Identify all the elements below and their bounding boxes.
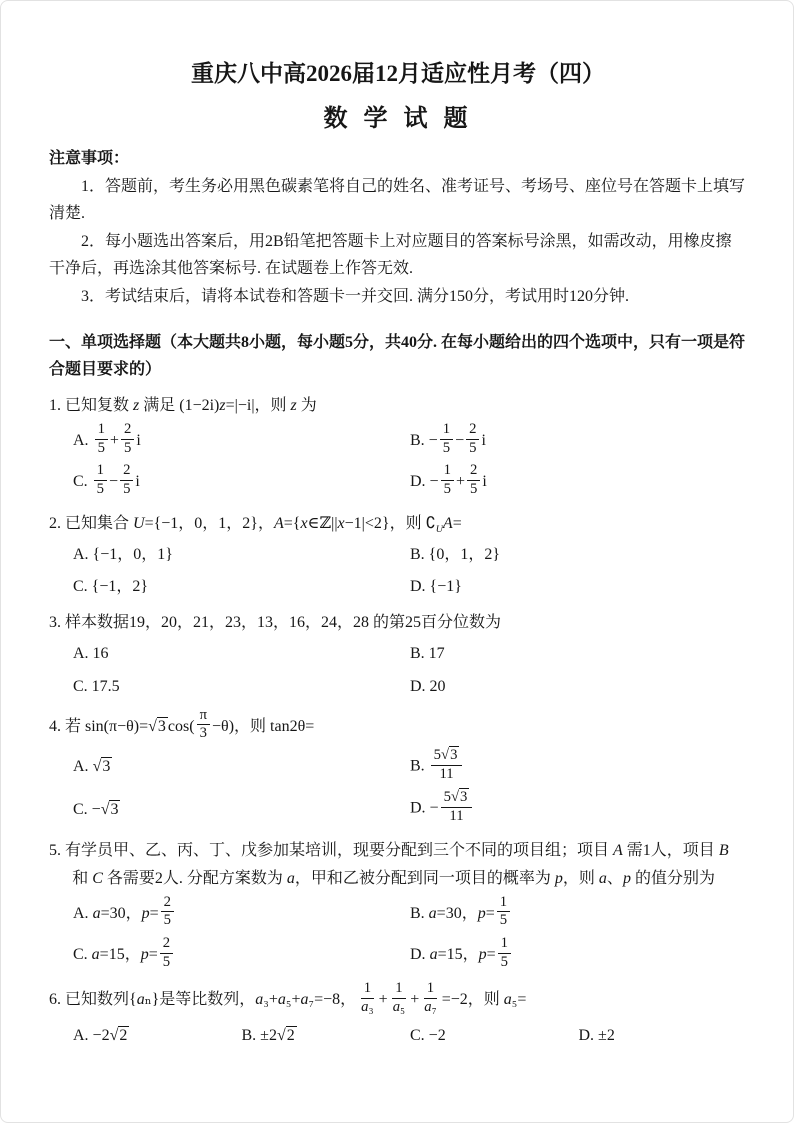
question-1-stem: 1. 已知复数 z 满足 (1−2i)z=|−i|，则 z 为 — [49, 396, 317, 414]
question-3-option-c: C. 17.5 — [73, 677, 120, 695]
question-1-option-b: B. − $\frac{1}{5}$ − $\frac{2}{5}$ i — [410, 420, 486, 456]
question-4-options — [49, 748, 747, 828]
notice-section — [49, 146, 747, 311]
question-1-option-a: A. $\frac{1}{5}$ + $\frac{2}{5}$ i — [73, 420, 141, 456]
question-1-option-c: C. $\frac{1}{5}$ − $\frac{2}{5}$ i — [73, 462, 140, 497]
question-2-option-a: A. {−1，0，1} — [73, 546, 173, 564]
question-4-option-b: B. $\frac{5√3}{11}$ — [410, 748, 747, 785]
question-2-option-d: D. {−1} — [410, 578, 462, 596]
section-heading — [49, 329, 747, 383]
question-1-options — [49, 420, 747, 501]
question-3-option-d: D. 20 — [410, 677, 446, 695]
question-3 — [49, 609, 747, 699]
question-5-option-b: B. a=30，p= $\frac{1}{5}$ — [410, 896, 747, 932]
notice-item-1: 1．答题前，考生务必用黑色碳素笔将自己的姓名、准考证号、考场号、座位号在答题卡上填写清楚. — [49, 177, 746, 222]
question-2-options — [49, 541, 747, 600]
question-1-option-d: D. − $\frac{1}{5}$ + $\frac{2}{5}$ i — [410, 462, 487, 497]
question-5 — [49, 837, 747, 974]
question-2 — [49, 510, 747, 601]
section-title: 一、单项选择题 — [49, 333, 162, 351]
question-2-option-b: B. {0，1，2} — [410, 546, 501, 564]
question-6-option-d: D. ±2 — [578, 1026, 615, 1044]
question-3-option-b: B. 17 — [410, 645, 445, 663]
question-3-options — [49, 640, 747, 699]
question-5-option-d: D. a=15，p= $\frac{1}{5}$ — [410, 937, 747, 973]
question-1 — [49, 392, 747, 501]
question-5-options — [49, 893, 747, 974]
exam-subtitle: 数 学 试 题 — [323, 106, 473, 132]
question-3-option-a: A. 16 — [73, 645, 109, 663]
question-5-option-a: A. a=30，p= $\frac{2}{5}$ — [73, 896, 410, 932]
question-6-option-a: A. −2√2 — [73, 1026, 128, 1044]
question-4-option-d: D. − $\frac{5√3}{11}$ — [410, 790, 747, 827]
question-6-options — [49, 1022, 747, 1049]
question-4-stem: 4. 若 sin(π−θ)=√3 cos( $\frac{\pi}{3}$ −θ)，则 tan2θ= — [49, 706, 315, 742]
question-3-stem: 3. 样本数据19，20，21，23，13，16，24，28 的第25百分位数为 — [49, 614, 502, 632]
exam-title: 重庆八中高2026届12月适应性月考（四） — [191, 61, 605, 86]
section-description: （本大题共8小题，每小题5分，共40分. 在每小题给出的四个选项中，只有一项是符合题目要求的） — [49, 333, 746, 378]
question-4-option-c: C. −√3 — [73, 800, 119, 818]
notice-heading: 注意事项： — [49, 150, 130, 167]
notice-item-2: 2．每小题选出答案后，用2B铅笔把答题卡上对应题目的答案标号涂黑，如需改动，用橡皮擦干净后，再选涂其他答案标号. 在试题卷上作答无效. — [49, 232, 732, 278]
question-5-option-c: C. a=15，p= $\frac{2}{5}$ — [73, 937, 410, 973]
question-5-stem: 5. 有学员甲、乙、丙、丁、戊参加某培训，现要分配到三个不同的项目组；项目 A 需1人，项目 B 和 C 各需要2人. 分配方案数为 a，甲和乙被分配到同一项目的概率为 p，则 a、p 的值分别为 — [49, 841, 729, 887]
question-2-option-c: C. {−1，2} — [73, 578, 149, 596]
question-4 — [49, 706, 747, 828]
question-6-option-c: C. −2 — [410, 1026, 446, 1044]
question-6 — [49, 982, 747, 1049]
question-6-stem: 6. 已知数列{aₙ}是等比数列，a₃+a₅+a₇=−8， $\frac{1}{\text{a₃}}$ + $\frac{1}{\text{a₅}}$ + $\frac{1}{\text{a₇}}$ =−2，则 a₅= — [49, 980, 527, 1016]
question-6-option-b: B. ±2√2 — [241, 1026, 295, 1044]
notice-item-3: 3．考试结束后，请将本试卷和答题卡一并交回. 满分150分，考试用时120分钟. — [81, 288, 630, 306]
question-4-option-a: A. √3 — [73, 758, 111, 776]
question-2-stem: 2. 已知集合 U={−1，0，1，2}，A={x∈ℤ||x−1|<2}，则 $∁_UA=$ — [49, 514, 462, 535]
